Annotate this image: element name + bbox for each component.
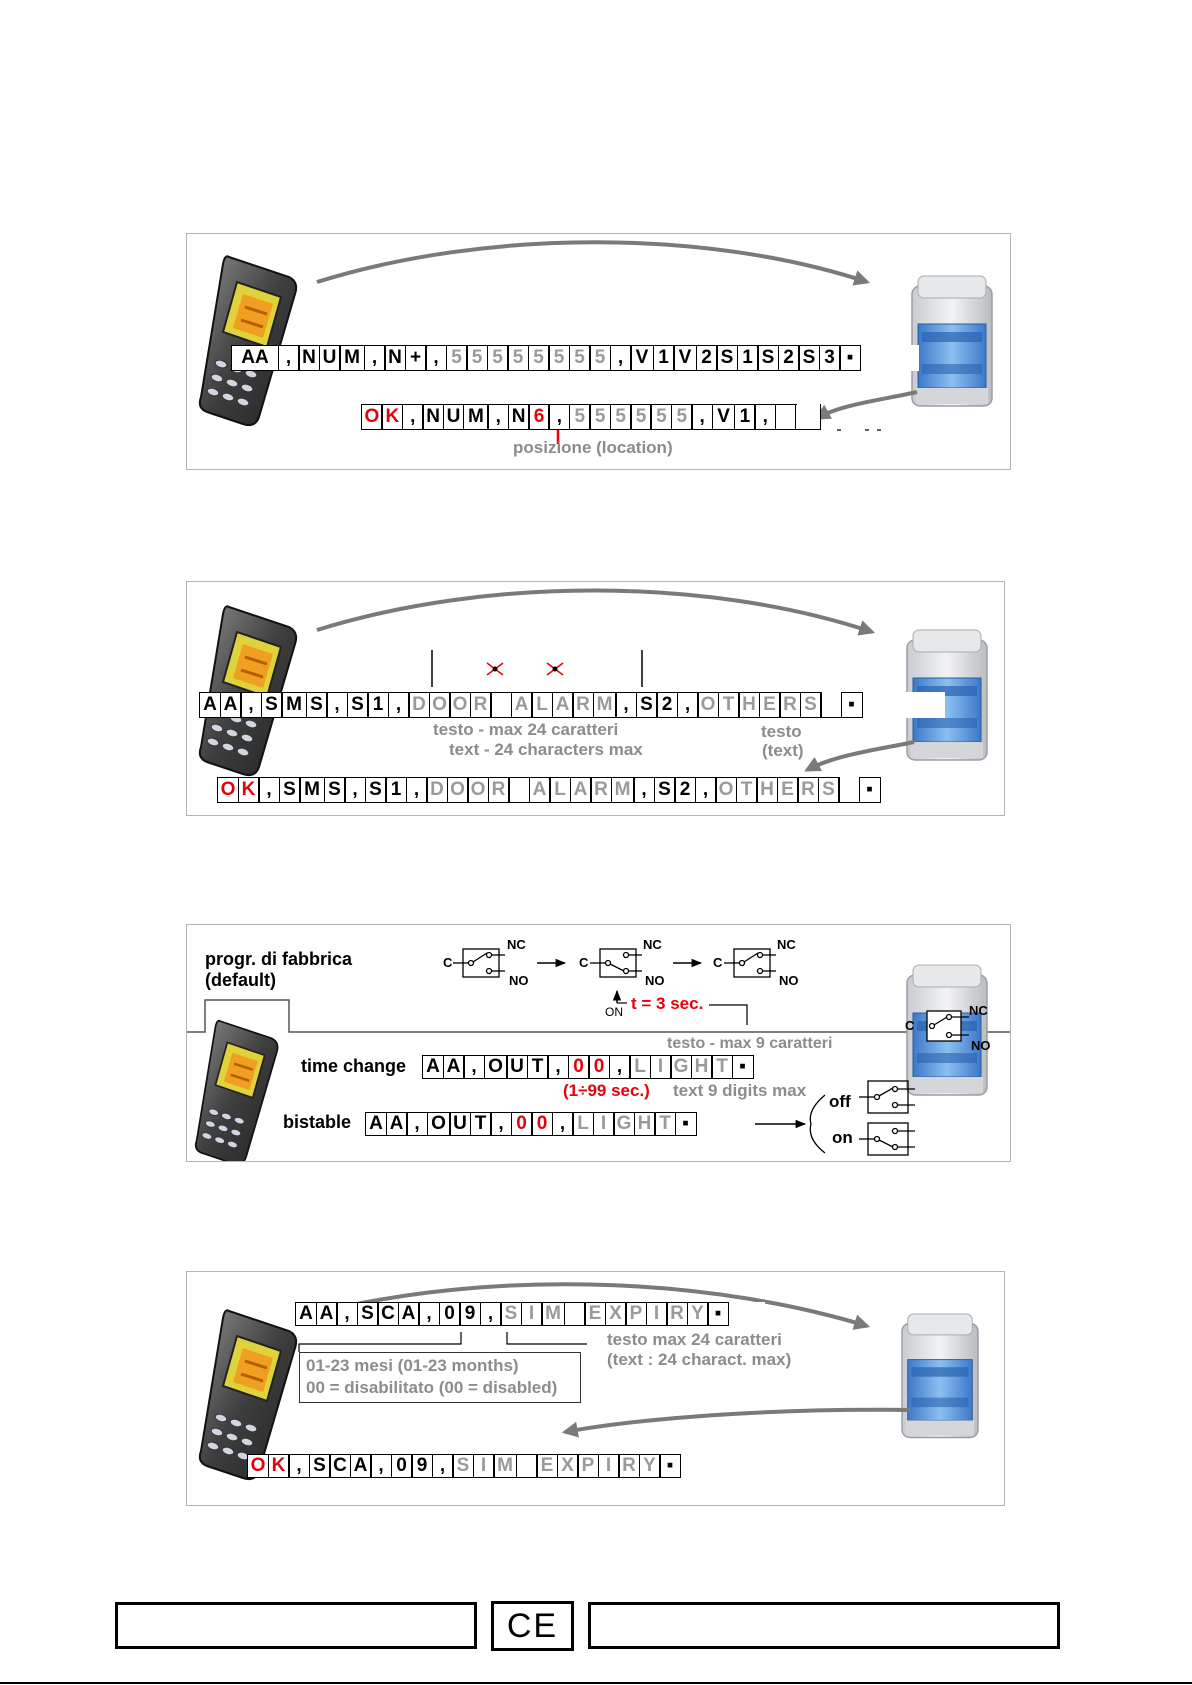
gsm-device-icon <box>912 276 992 406</box>
cell: R <box>797 777 819 803</box>
cell: U <box>449 1112 471 1136</box>
cell: A <box>552 692 574 718</box>
cell: T <box>654 1112 676 1136</box>
time-range-label: (1÷99 sec.) <box>563 1081 650 1100</box>
cell: K <box>238 777 260 803</box>
cell: A <box>422 1055 444 1079</box>
cell: O <box>697 692 719 718</box>
c-label: C <box>905 1018 915 1033</box>
cell: , <box>463 1055 485 1079</box>
cell: S <box>324 777 346 803</box>
num-response-string <box>361 404 821 430</box>
cell <box>508 777 530 803</box>
cell: N <box>422 404 444 430</box>
cell: 5 <box>466 345 488 371</box>
cell: T <box>718 692 740 718</box>
cell: O <box>484 1055 508 1079</box>
cell: O <box>467 777 489 803</box>
cell: A <box>443 1055 465 1079</box>
cell: A <box>350 1454 372 1478</box>
cell: O <box>447 777 469 803</box>
cell: , <box>691 404 713 430</box>
cell: , <box>344 777 366 803</box>
cell: 0 <box>439 1302 461 1326</box>
cell: , <box>695 777 717 803</box>
relay-state-2 <box>590 949 642 977</box>
time-bracket <box>709 1005 747 1025</box>
cell: N <box>508 404 530 430</box>
ce-mark-box <box>491 1601 574 1651</box>
cell: E <box>536 1454 558 1478</box>
cell: T <box>736 777 758 803</box>
default-label-1: progr. di fabbrica <box>205 949 353 969</box>
cell: E <box>777 777 799 803</box>
c-label: C <box>713 955 723 970</box>
cell: 5 <box>548 345 570 371</box>
text-bracket <box>507 1332 587 1344</box>
cell: I <box>593 1112 615 1136</box>
cell: E <box>584 1302 606 1326</box>
cell: H <box>738 692 760 718</box>
cell: 5 <box>650 404 672 430</box>
cell: U <box>506 1055 528 1079</box>
cell: , <box>364 345 386 371</box>
on-marker-label: ON <box>605 1005 623 1019</box>
ce-mark-icon: CE <box>506 1606 559 1645</box>
cell: ▪ <box>839 345 861 371</box>
text-limit-label-it: testo - max 9 caratteri <box>667 1035 833 1052</box>
pulse-time-label: t = 3 sec. <box>631 994 704 1013</box>
cell: M <box>541 1302 565 1326</box>
text-limit-label-en: text - 24 characters max <box>449 740 643 759</box>
cell: S <box>757 345 779 371</box>
cell: 1 <box>734 404 756 430</box>
cell: V <box>712 404 736 430</box>
bistable-label: bistable <box>283 1112 352 1132</box>
months-disabled-label: 00 = disabilitato (00 = disabled) <box>306 1378 558 1397</box>
cell: 1 <box>367 692 389 718</box>
cell: , <box>754 404 776 430</box>
cell: 0 <box>568 1055 590 1079</box>
cell: D <box>408 692 430 718</box>
cell: , <box>480 1302 502 1326</box>
cell: 0 <box>511 1112 533 1136</box>
cell: L <box>549 777 571 803</box>
mobile-phone-icon <box>200 606 296 775</box>
relay-state-1 <box>453 949 505 977</box>
no-label: NO <box>509 973 529 988</box>
cell: S <box>452 1454 474 1478</box>
cell: R <box>666 1302 688 1326</box>
cell: I <box>598 1454 620 1478</box>
cell: X <box>605 1302 627 1326</box>
months-range-label: 01-23 mesi (01-23 months) <box>306 1356 519 1375</box>
cell: , <box>432 1454 454 1478</box>
gsm-device-icon <box>902 1314 978 1438</box>
cell: 0 <box>588 1055 610 1079</box>
cell: S <box>800 692 822 718</box>
cell: 5 <box>528 345 550 371</box>
cell: 5 <box>569 345 591 371</box>
cell: , <box>326 692 348 718</box>
cell: L <box>531 692 553 718</box>
cell: U <box>319 345 341 371</box>
relay-state-3 <box>724 949 776 977</box>
cell: H <box>691 1055 713 1079</box>
cell: 9 <box>459 1302 481 1326</box>
cell: H <box>634 1112 656 1136</box>
cell <box>838 777 860 803</box>
cell: R <box>572 692 594 718</box>
cell: A <box>316 1302 338 1326</box>
text-limit-label-en: text 9 digits max <box>673 1081 807 1100</box>
cell: S <box>636 692 658 718</box>
cell: S <box>279 777 301 803</box>
cell: + <box>405 345 427 371</box>
cell: S <box>261 692 283 718</box>
cell <box>775 404 797 430</box>
cell: S <box>365 777 387 803</box>
cell: L <box>572 1112 594 1136</box>
cell: V <box>673 345 697 371</box>
reply-arrow <box>807 742 914 770</box>
cell: , <box>677 692 699 718</box>
cell: R <box>488 777 510 803</box>
diagram-out-panel <box>186 924 1011 1162</box>
cell: , <box>336 1302 358 1326</box>
sms-response-string <box>217 777 963 803</box>
cell: 1 <box>385 777 407 803</box>
cell: , <box>609 1055 631 1079</box>
footer-left-box <box>115 1602 477 1649</box>
cell: A <box>220 692 242 718</box>
cell: A <box>570 777 592 803</box>
cell: 5 <box>610 404 632 430</box>
cell: O <box>715 777 737 803</box>
cell: A <box>365 1112 387 1136</box>
diagram-num-panel <box>186 233 1011 470</box>
cell: , <box>490 1112 512 1136</box>
time-change-label: time change <box>301 1056 407 1076</box>
cell: 5 <box>630 404 652 430</box>
send-arrow <box>317 242 867 282</box>
cell: , <box>370 1454 392 1478</box>
cell: R <box>618 1454 640 1478</box>
reply-arrow <box>817 392 917 418</box>
second-text-label-en: (text) <box>762 741 804 760</box>
nc-label: NC <box>507 937 526 952</box>
cell: 2 <box>778 345 800 371</box>
no-label: NO <box>779 973 799 988</box>
cell: M <box>463 404 489 430</box>
cell: N <box>298 345 320 371</box>
cell: 1 <box>737 345 759 371</box>
cell: , <box>406 777 428 803</box>
sca-command-string <box>295 1302 765 1326</box>
sca-response-string <box>247 1454 725 1478</box>
cell: 5 <box>671 404 693 430</box>
cell: R <box>470 692 492 718</box>
cell: D <box>426 777 448 803</box>
cell: ▪ <box>659 1454 681 1478</box>
off-state-label: off <box>829 1092 851 1111</box>
default-tab-outline <box>187 1000 1010 1032</box>
cell: M <box>611 777 635 803</box>
cell: A <box>386 1112 408 1136</box>
cell: A <box>295 1302 317 1326</box>
space-cross-icon <box>487 663 563 675</box>
cell: , <box>552 1112 574 1136</box>
footer-right-box <box>588 1602 1060 1649</box>
cell: S <box>818 777 840 803</box>
cell: , <box>610 345 632 371</box>
cell: V <box>630 345 654 371</box>
cell: ▪ <box>732 1055 754 1079</box>
state-brace <box>810 1095 825 1153</box>
cell: I <box>646 1302 668 1326</box>
cell: N <box>384 345 406 371</box>
cell: L <box>629 1055 651 1079</box>
cell: Y <box>639 1454 661 1478</box>
cell: , <box>402 404 424 430</box>
text-limit-label-it: testo max 24 caratteri <box>607 1330 782 1349</box>
cell <box>795 404 821 430</box>
reply-arrow <box>565 1410 910 1432</box>
cell: P <box>577 1454 599 1478</box>
cell: , <box>240 692 262 718</box>
cell: , <box>633 777 655 803</box>
cell: 5 <box>589 345 611 371</box>
cell <box>490 692 512 718</box>
cell: T <box>470 1112 492 1136</box>
diagram-sca-panel <box>186 1271 1005 1506</box>
cell: Y <box>687 1302 709 1326</box>
cell: 0 <box>531 1112 553 1136</box>
cell: ▪ <box>675 1112 697 1136</box>
cell: P <box>625 1302 647 1326</box>
nc-label: NC <box>643 937 662 952</box>
cell: I <box>473 1454 495 1478</box>
cell: O <box>427 1112 451 1136</box>
cell: ▪ <box>841 692 863 718</box>
on-state-label: on <box>832 1128 853 1147</box>
cell: K <box>381 404 403 430</box>
cell: S <box>716 345 738 371</box>
default-label-2: (default) <box>205 970 276 990</box>
cell: A <box>511 692 533 718</box>
c-label: C <box>579 955 589 970</box>
cell: 6 <box>528 404 550 430</box>
bottom-rule <box>0 1682 1192 1684</box>
cell: 2 <box>656 692 678 718</box>
cell: R <box>590 777 612 803</box>
cell <box>516 1454 538 1478</box>
cell: C <box>329 1454 351 1478</box>
cell: S <box>654 777 676 803</box>
cell: A <box>398 1302 420 1326</box>
cell: 2 <box>674 777 696 803</box>
cell: ▪ <box>859 777 881 803</box>
send-arrow <box>317 590 872 632</box>
cell: 0 <box>391 1454 413 1478</box>
mobile-phone-icon <box>200 256 296 425</box>
cell: 5 <box>446 345 468 371</box>
cell: , <box>278 345 300 371</box>
cell: X <box>557 1454 579 1478</box>
cell: 5 <box>589 404 611 430</box>
cell: , <box>406 1112 428 1136</box>
time-change-command <box>422 1055 788 1079</box>
cell <box>820 692 842 718</box>
cell: U <box>443 404 465 430</box>
cell: S <box>309 1454 331 1478</box>
cell: G <box>670 1055 692 1079</box>
cell: M <box>339 345 365 371</box>
cell: 5 <box>507 345 529 371</box>
cell: S <box>347 692 369 718</box>
cell: , <box>388 692 410 718</box>
cell: 5 <box>487 345 509 371</box>
cell: R <box>779 692 801 718</box>
cell: ▪ <box>707 1302 729 1326</box>
cell: S <box>500 1302 522 1326</box>
cell: O <box>217 777 239 803</box>
cell: , <box>258 777 280 803</box>
cell: 5 <box>569 404 591 430</box>
cell: , <box>288 1454 310 1478</box>
text-limit-label-it: testo - max 24 caratteri <box>433 720 619 739</box>
location-label: posizione (location) <box>513 438 673 457</box>
second-text-label-it: testo <box>761 722 802 741</box>
cell: M <box>593 692 617 718</box>
cell: O <box>429 692 451 718</box>
cell: I <box>650 1055 672 1079</box>
cell: A <box>199 692 221 718</box>
cell: A <box>529 777 551 803</box>
cell: , <box>487 404 509 430</box>
relay-on-icon <box>859 1123 915 1155</box>
diagram-sms-panel <box>186 581 1005 816</box>
cell: 1 <box>653 345 675 371</box>
bistable-command <box>365 1112 735 1136</box>
mobile-phone-icon <box>196 1021 278 1161</box>
cell: T <box>711 1055 733 1079</box>
cell: S <box>306 692 328 718</box>
c-label: C <box>443 955 453 970</box>
nc-label: NC <box>969 1003 988 1018</box>
cell: S <box>357 1302 379 1326</box>
cell: E <box>759 692 781 718</box>
cell: 2 <box>696 345 718 371</box>
cell: M <box>493 1454 517 1478</box>
cell: I <box>521 1302 543 1326</box>
num-command-string <box>231 345 919 371</box>
no-label: NO <box>971 1038 991 1053</box>
cell: M <box>299 777 325 803</box>
cell <box>564 1302 586 1326</box>
cell: , <box>418 1302 440 1326</box>
cell: 9 <box>411 1454 433 1478</box>
cell: O <box>449 692 471 718</box>
cell: 3 <box>819 345 841 371</box>
cell: T <box>527 1055 549 1079</box>
cell: S <box>798 345 820 371</box>
cell: , <box>425 345 447 371</box>
cell: C <box>377 1302 399 1326</box>
cell: , <box>548 404 570 430</box>
cell: AA <box>231 345 279 371</box>
cell: , <box>547 1055 569 1079</box>
no-label: NO <box>645 973 665 988</box>
cell: O <box>247 1454 269 1478</box>
months-bracket <box>299 1332 461 1352</box>
cell: H <box>756 777 778 803</box>
months-info-box <box>299 1352 581 1403</box>
nc-label: NC <box>777 937 796 952</box>
cell: G <box>613 1112 635 1136</box>
cell: M <box>281 692 307 718</box>
cell: , <box>615 692 637 718</box>
sms-command-string <box>199 692 945 718</box>
text-limit-label-en: (text : 24 charact. max) <box>607 1350 792 1369</box>
cell: K <box>268 1454 290 1478</box>
cell: O <box>361 404 383 430</box>
